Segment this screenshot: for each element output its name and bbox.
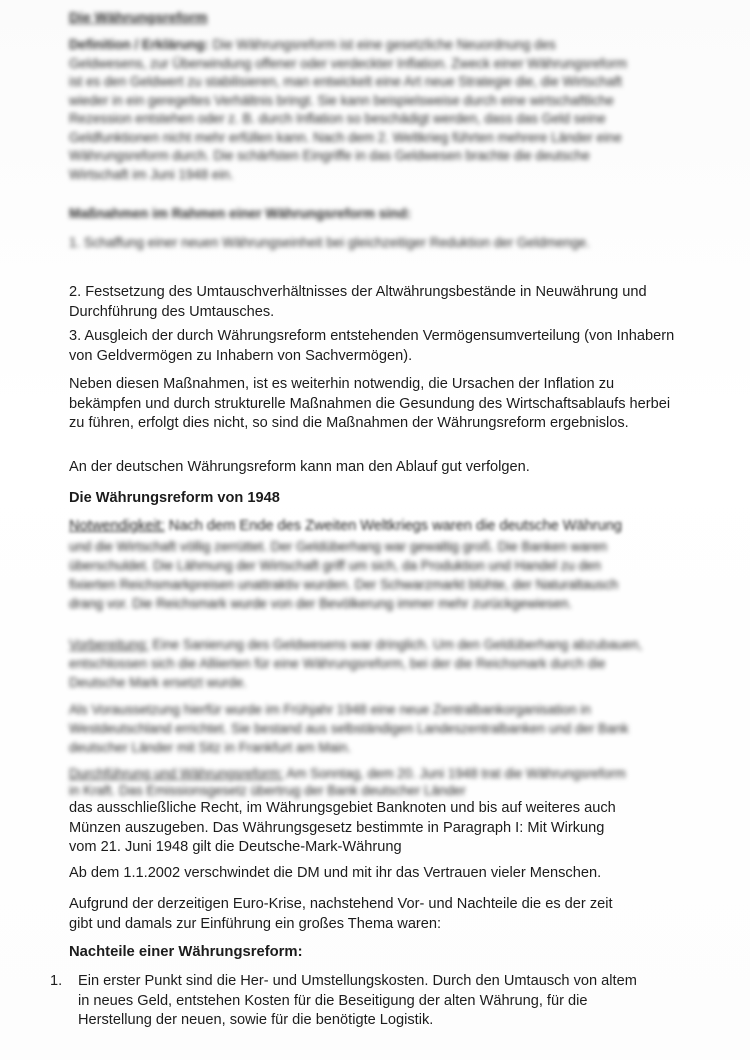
notwendigkeit-label: Notwendigkeit: xyxy=(69,518,165,534)
list-number: 1. xyxy=(50,973,63,989)
durchfuehrung-line-1: das ausschließliche Recht, im Währungsgebiet Banknoten und bis auf weiteres auch xyxy=(69,800,616,816)
ab2002-paragraph: Ab dem 1.1.2002 verschwindet die DM und mit ihr das Vertrauen vieler Menschen. xyxy=(69,865,602,881)
notwendigkeit-first-line xyxy=(69,517,689,537)
durchfuehrung-paragraph xyxy=(69,765,689,858)
measure-item-3: 3. Ausgleich der durch Währungsreform entstehenden Vermögensumverteilung (von Inhabern von Geldvermögen zu Inhabern von Sachvermögen). xyxy=(69,328,675,364)
aufgrund-paragraph xyxy=(69,895,689,934)
list-item-line-3: Herstellung der neuen, sowie für die benötigte Logistik. xyxy=(78,1012,434,1028)
nachteile-heading: Nachteile einer Währungsreform: xyxy=(69,944,303,960)
durchfuehrung-blurred xyxy=(69,765,629,799)
list-item-line-2: in neues Geld, entstehen Kosten für die Beseitigung der alten Währung, für die xyxy=(78,992,588,1009)
vorbereitung-text: Eine Sanierung des Geldwesens war dringlich. Um den Geldüberhang abzubauen, entschlossen sich die Alliierten für eine Währungsreform, bei der die Reichsmark durch die Deutsche Mark ersetzt wurde. xyxy=(69,637,643,690)
durchfuehrung-blurred-text: Am Sonntag, dem 20. Juni 1948 trat die Währungsreform in Kraft. Das Emissionsgesetz übertrug der Bank deutscher Länder xyxy=(69,766,626,798)
notwendigkeit-paragraph xyxy=(69,517,689,613)
vorbereitung-paragraph xyxy=(69,635,649,692)
definition-text: Die Währungsreform ist eine gesetzliche Neuordnung des Geldwesens, zur Überwindung offener oder verdeckter Inflation. Zweck einer Währungsreform ist es den Geldwert zu stabilisieren, man entwickelt eine Art neue Strategie die, die Wirtschaft wieder in ein geregeltes Verhältnis bringt. Sie kann beispielsweise durch eine wirtschaftliche Rezession entstehen oder z. B. durch Inflation so beschädigt werden, dass das Geld seine Geldfunktionen nicht mehr erfüllen kann. Nach dem 2. Weltkrieg führten mehrere Länder eine Währungsreform durch. Die schärfsten Eingriffe in das Geldwesen brachte die deutsche Wirtschaft im Juni 1948 ein. xyxy=(69,37,627,182)
definition-label: Definition / Erklärung: xyxy=(69,37,209,52)
definition-paragraph xyxy=(69,36,629,184)
notwendigkeit-rest: und die Wirtschaft völlig zerrüttet. Der Geldüberhang war gewaltig groß. Die Banken waren überschuldet. Die Lähmung der Wirtschaft griff um sich, da Produktion und Handel zu den fixierten Reichsmarkpreisen unattraktiv wurden. Der Schwarzmarkt blühte, der Naturaltausch drang vor. Die Reichsmark wurde von der Bevölkerung immer mehr zurückgewiesen. xyxy=(69,538,619,611)
durchfuehrung-label: Durchführung und Währungsreform: xyxy=(69,766,284,781)
aufgrund-line-2: gibt und damals zur Einführung ein großes Thema waren: xyxy=(69,915,442,932)
durchfuehrung-line-2: Münzen auszugeben. Das Währungsgesetz bestimmte in Paragraph I: Mit Wirkung xyxy=(69,819,605,836)
aufgrund-line-1: Aufgrund der derzeitigen Euro-Krise, nachstehend Vor- und Nachteile die es der zeit xyxy=(69,896,613,912)
list-item-text xyxy=(78,972,688,1031)
vorbereitung-label: Vorbereitung: xyxy=(69,637,149,652)
measure-item-1: 1. Schaffung einer neuen Währungseinheit bei gleichzeitiger Reduktion der Geldmenge. xyxy=(69,235,590,250)
measure-item-2: 2. Festsetzung des Umtauschverhältnisses der Altwährungsbestände in Neuwährung und Durchführung des Umtausches. xyxy=(69,284,647,320)
notwendigkeit-first-text: Nach dem Ende des Zweiten Weltkriegs waren die deutsche Währung xyxy=(168,518,622,534)
ablauf-paragraph: An der deutschen Währungsreform kann man den Ablauf gut verfolgen. xyxy=(69,459,530,475)
document-title: Die Währungsreform xyxy=(69,9,208,25)
neben-paragraph: Neben diesen Maßnahmen, ist es weiterhin notwendig, die Ursachen der Inflation zu bekämpfen und durch strukturelle Maßnahmen die Gesundung des Wirtschaftsablaufs herbei zu führen, erfolgt dies nicht, so sind die Maßnahmen der Währungsreform ergebnislos. xyxy=(69,376,671,431)
durchfuehrung-line-3: vom 21. Juni 1948 gilt die Deutsche-Mark-Währung xyxy=(69,839,402,855)
list-item-line-1: Ein erster Punkt sind die Her- und Umstellungskosten. Durch den Umtausch von altem xyxy=(78,973,637,989)
section-heading-1948: Die Währungsreform von 1948 xyxy=(69,490,280,506)
measures-heading: Maßnahmen im Rahmen einer Währungsreform sind: xyxy=(69,206,412,221)
voraussetzung-paragraph: Als Voraussetzung hierfür wurde im Frühjahr 1948 eine neue Zentralbankorganisation in Westdeutschland errichtet. Sie bestand aus selbständigen Landeszentralbanken und der Bank deutscher Länder mit Sitz in Frankfurt am Main. xyxy=(69,702,629,755)
